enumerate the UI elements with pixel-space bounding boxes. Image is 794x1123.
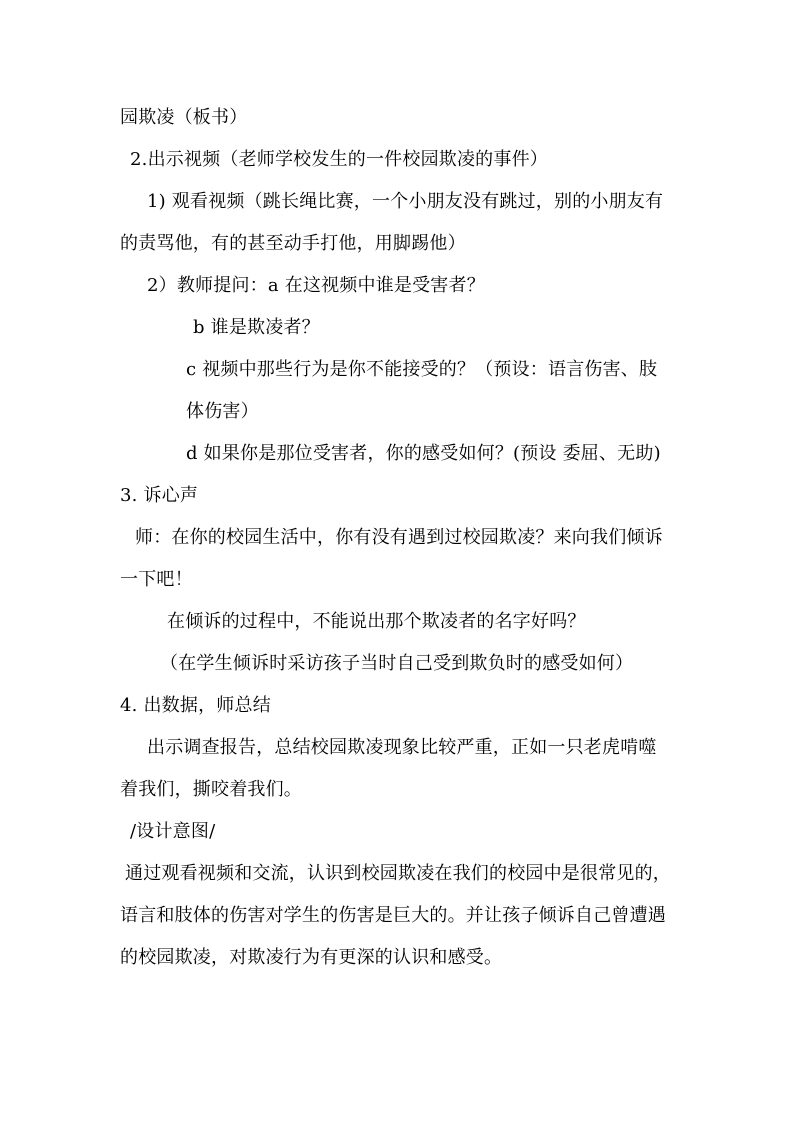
text-line: 2.出示视频（老师学校发生的一件校园欺凌的事件） (130, 149, 548, 170)
text-line: （在学生倾诉时采访孩子当时自己受到欺负时的感受如何） (160, 653, 634, 674)
text-line: /设计意图/ (130, 821, 216, 842)
text-line: 的校园欺凌，对欺凌行为有更深的认识和感受。 (120, 947, 503, 968)
text-line: 通过观看视频和交流，认识到校园欺凌在我们的校园中是很常见的， (125, 863, 671, 884)
text-line: 2）教师提问：a 在这视频中谁是受害者？ (147, 275, 485, 296)
text-line: 4. 出数据，师总结 (120, 695, 271, 716)
text-line: 着我们，撕咬着我们。 (120, 779, 302, 800)
text-line: 的责骂他，有的甚至动手打他，用脚踢他） (120, 233, 466, 254)
text-line: c 视频中那些行为是你不能接受的？（预设：语言伤害、肢 (186, 359, 658, 380)
text-line: 1) 观看视频（跳长绳比赛，一个小朋友没有跳过，别的小朋友有 (147, 191, 664, 212)
text-line: 在倾诉的过程中，不能说出那个欺凌者的名字好吗？ (167, 611, 586, 632)
text-line: 语言和肢体的伤害对学生的伤害是巨大的。并让孩子倾诉自己曾遭遇 (120, 905, 666, 926)
text-line: 园欺凌（板书） (120, 107, 248, 128)
text-line: 3. 诉心声 (120, 485, 199, 506)
text-line: 一下吧！ (120, 569, 193, 590)
text-line: 出示调查报告，总结校园欺凌现象比较严重，正如一只老虎啃噬 (147, 737, 657, 758)
text-line: 师：在你的校园生活中，你有没有遇到过校园欺凌？来向我们倾诉 (135, 527, 663, 548)
text-line: d 如果你是那位受害者，你的感受如何？(预设 委屈、无助) (186, 443, 661, 464)
text-line: 体伤害） (186, 401, 259, 422)
text-line: b 谁是欺凌者？ (193, 317, 320, 338)
